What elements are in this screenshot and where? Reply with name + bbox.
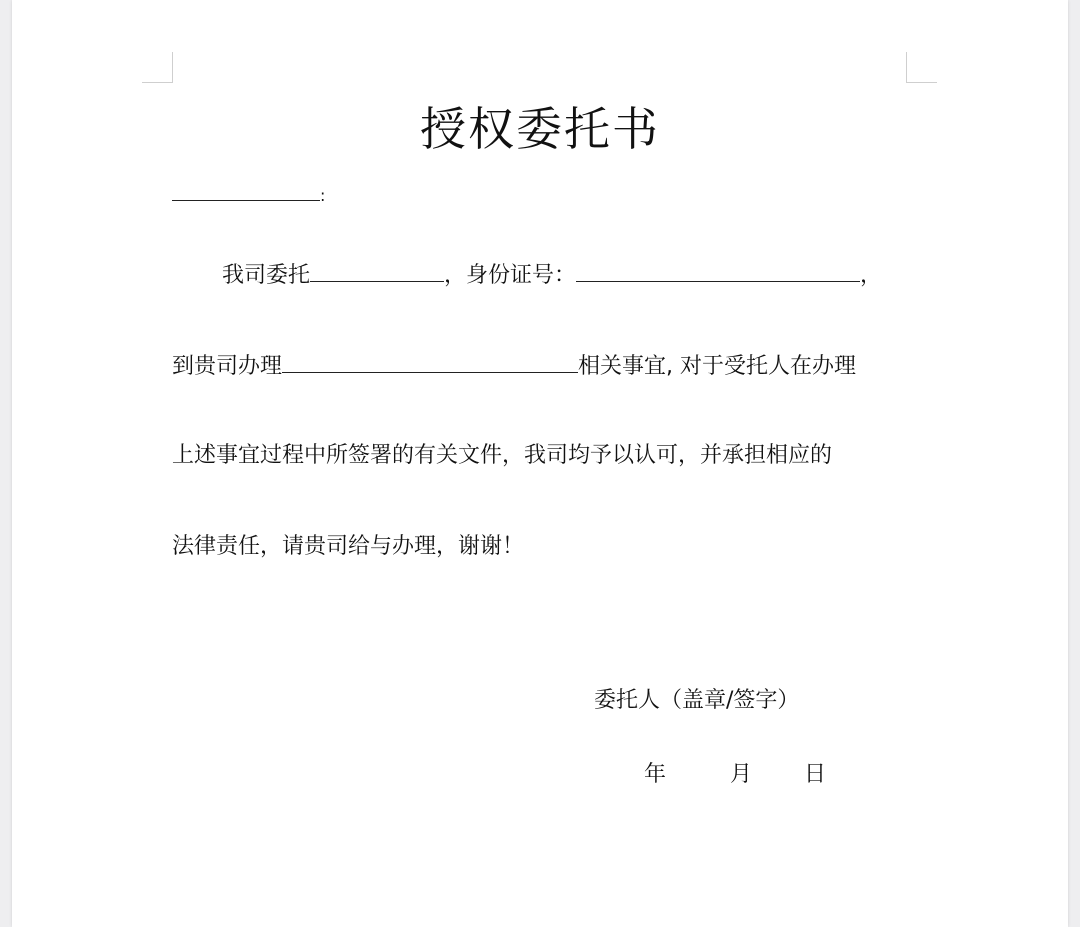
paragraph-2 [172, 350, 856, 382]
addressee-colon: : [320, 186, 326, 205]
page-corner-mark-top-right [906, 52, 937, 83]
paragraph-3: 上述事宜过程中所签署的有关文件，我司均予以认可，并承担相应的 [172, 443, 833, 468]
matter-blank[interactable] [282, 350, 578, 373]
signature-line: 委托人（盖章/签字） [594, 688, 800, 713]
para1-tail: ， [860, 263, 883, 288]
date-month: 月 [730, 762, 753, 787]
document-page [12, 0, 1068, 927]
document-title: 授权委托书 [420, 102, 660, 156]
trustee-name-blank[interactable] [310, 259, 444, 282]
date-year: 年 [644, 762, 667, 787]
para1-lead: 我司委托 [222, 263, 311, 288]
addressee-line [172, 176, 325, 211]
para2-lead: 到贵司办理 [172, 354, 283, 379]
id-number-blank[interactable] [576, 259, 860, 282]
paragraph-1 [222, 259, 882, 291]
paragraph-4: 法律责任，请贵司给与办理，谢谢！ [172, 534, 525, 559]
para2-tail: 相关事宜, 对于受托人在办理 [578, 354, 857, 379]
date-line [644, 760, 826, 790]
page-corner-mark-top-left [142, 52, 173, 83]
addressee-blank[interactable] [172, 176, 320, 201]
date-day: 日 [804, 762, 827, 787]
para1-mid: ，身份证号： [444, 263, 577, 288]
